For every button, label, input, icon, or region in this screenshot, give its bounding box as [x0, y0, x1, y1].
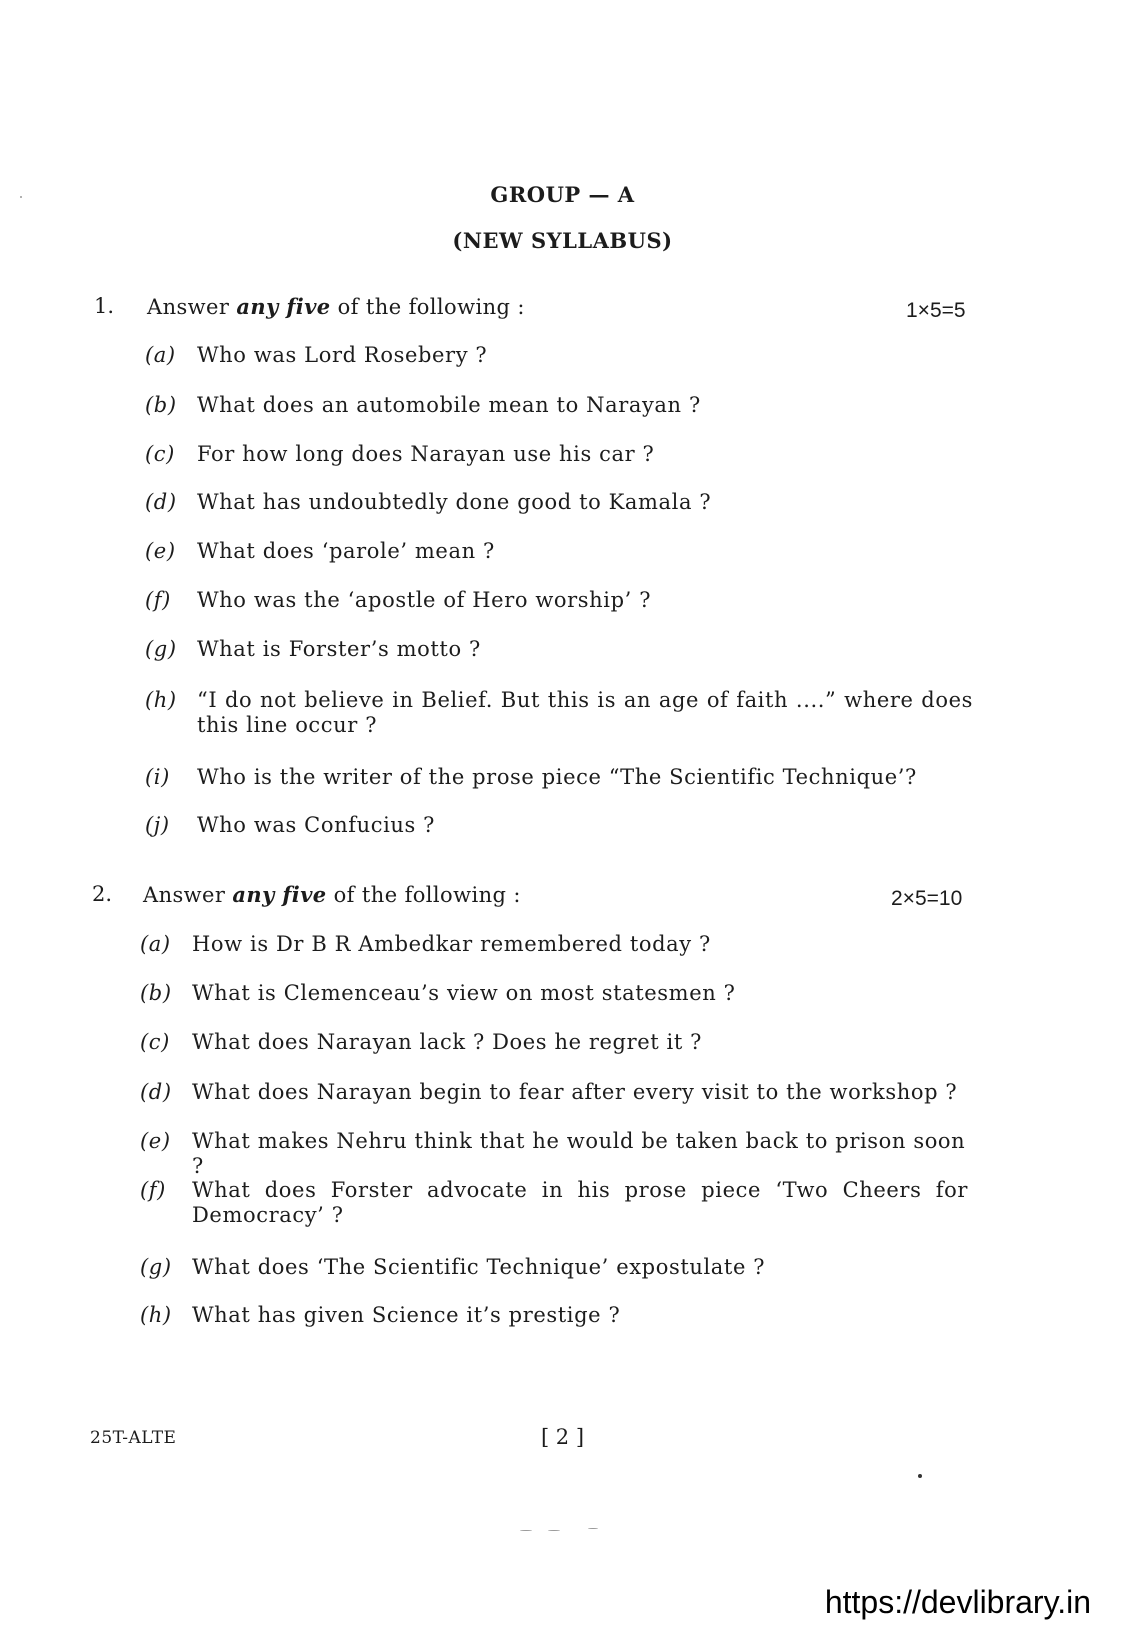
- item-label: (a): [145, 343, 176, 367]
- item-text: Who was the ‘apostle of Hero worship’ ?: [197, 588, 652, 612]
- item-label: (e): [140, 1129, 171, 1153]
- item-label: (d): [140, 1080, 172, 1104]
- question-2-emphasis: any five: [232, 882, 327, 907]
- item-text: What does Narayan begin to fear after every visit to the workshop ?: [192, 1080, 958, 1104]
- page-number: [ 2 ]: [540, 1425, 585, 1449]
- item-text: What has given Science it’s prestige ?: [192, 1303, 621, 1327]
- item-text: What does ‘parole’ mean ?: [197, 539, 495, 563]
- scan-speck: [520, 1530, 532, 1531]
- list-item: [145, 813, 973, 838]
- item-label: (g): [145, 637, 177, 661]
- question-2-suffix: of the following :: [326, 883, 521, 907]
- question-2-prefix: Answer: [143, 883, 233, 907]
- group-heading: GROUP — A: [490, 182, 635, 207]
- question-1-suffix: of the following :: [330, 295, 525, 319]
- item-label: (c): [140, 1030, 170, 1054]
- item-label: (c): [145, 442, 175, 466]
- item-label: (h): [140, 1303, 172, 1327]
- list-item: [145, 442, 973, 467]
- item-text: What does an automobile mean to Narayan ?: [197, 393, 701, 417]
- list-item: [140, 1080, 968, 1105]
- list-item: [145, 637, 973, 662]
- item-text: What makes Nehru think that he would be taken back to prison soon ?: [192, 1129, 966, 1178]
- item-text: What is Clemenceau’s view on most statesmen ?: [192, 981, 736, 1005]
- list-item: [145, 688, 973, 738]
- list-item: [145, 393, 973, 418]
- list-item: [140, 1255, 968, 1280]
- item-label: (a): [140, 932, 171, 956]
- item-text: For how long does Narayan use his car ?: [197, 442, 655, 466]
- question-1-prefix: Answer: [147, 295, 237, 319]
- item-label: (f): [140, 1178, 166, 1202]
- scan-speck: [20, 196, 22, 198]
- scan-speck: [918, 1474, 922, 1478]
- paper-code: 25T-ALTE: [90, 1428, 177, 1448]
- question-1-marks: 1×5=5: [906, 299, 966, 322]
- list-item: [140, 981, 968, 1006]
- list-item: [140, 1178, 968, 1228]
- list-item: [140, 1129, 968, 1179]
- list-item: [145, 765, 973, 790]
- item-text: What does Narayan lack ? Does he regret it ?: [192, 1030, 703, 1054]
- item-text: What has undoubtedly done good to Kamala ?: [197, 490, 712, 514]
- question-2-number: 2.: [92, 882, 113, 906]
- item-text: What does Forster advocate in his prose piece ‘Two Cheers for Democracy’ ?: [192, 1178, 968, 1227]
- list-item: [145, 343, 973, 368]
- item-label: (b): [140, 981, 172, 1005]
- question-1-instruction: [147, 294, 525, 319]
- question-2-marks: 2×5=10: [891, 887, 963, 910]
- list-item: [145, 588, 973, 613]
- watermark-url: https://devlibrary.in: [824, 1584, 1091, 1620]
- item-label: (h): [145, 688, 177, 712]
- item-label: (i): [145, 765, 170, 789]
- item-label: (b): [145, 393, 177, 417]
- item-label: (g): [140, 1255, 172, 1279]
- item-label: (j): [145, 813, 170, 837]
- item-label: (e): [145, 539, 176, 563]
- question-1-number: 1.: [94, 294, 115, 318]
- scan-speck: [548, 1530, 560, 1531]
- list-item: [145, 539, 973, 564]
- item-text: What is Forster’s motto ?: [197, 637, 481, 661]
- question-1-emphasis: any five: [236, 294, 331, 319]
- item-text: Who was Confucius ?: [197, 813, 436, 837]
- scan-speck: [588, 1528, 598, 1529]
- list-item: [145, 490, 973, 515]
- item-text: How is Dr B R Ambedkar remembered today ?: [192, 932, 711, 956]
- item-text: Who was Lord Rosebery ?: [197, 343, 488, 367]
- list-item: [140, 932, 968, 957]
- item-text: Who is the writer of the prose piece “The Scientific Technique’?: [197, 765, 917, 789]
- item-label: (d): [145, 490, 177, 514]
- item-label: (f): [145, 588, 171, 612]
- list-item: [140, 1030, 968, 1055]
- item-text: What does ‘The Scientific Technique’ expostulate ?: [192, 1255, 766, 1279]
- list-item: [140, 1303, 968, 1328]
- item-text: “I do not believe in Belief. But this is an age of faith ....” where does this line occur ?: [197, 688, 973, 737]
- question-2-instruction: [143, 882, 521, 907]
- syllabus-heading: (NEW SYLLABUS): [452, 228, 673, 253]
